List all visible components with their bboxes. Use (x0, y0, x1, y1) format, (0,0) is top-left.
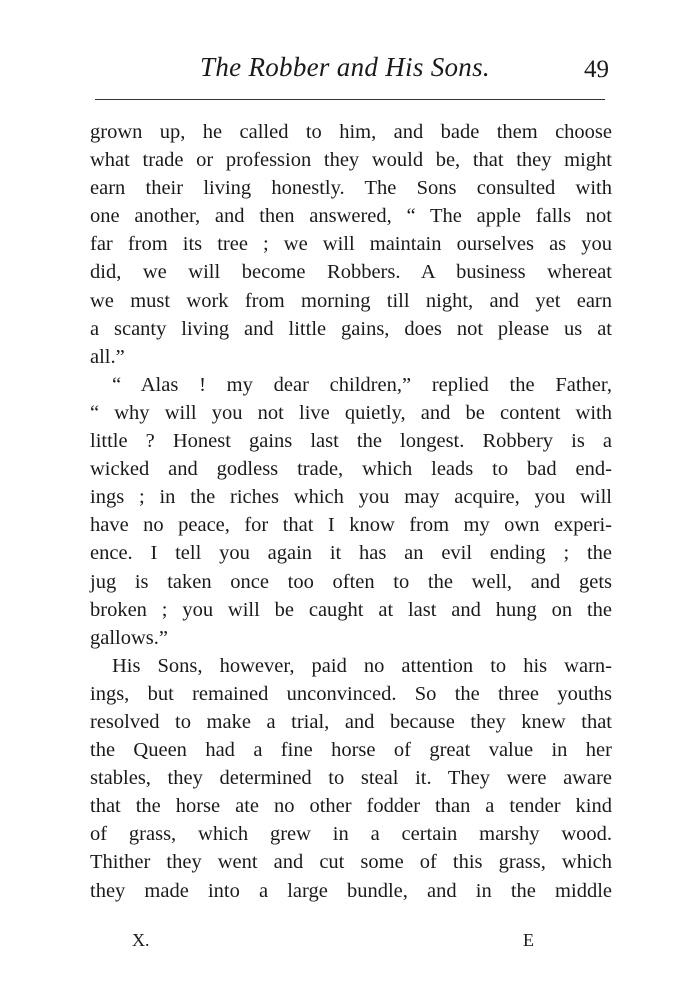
text-line: a scanty living and little gains, does not please us at (90, 317, 612, 340)
header-rule (95, 99, 605, 100)
text-line: of grass, which grew in a certain marshy wood. (90, 823, 612, 846)
text-line: far from its tree ; we will maintain ourselves as you (90, 233, 612, 256)
text-line: wicked and godless trade, which leads to bad end- (90, 458, 612, 481)
text-line: one another, and then answered, “ The apple falls not (90, 205, 612, 228)
text-line: “ Alas ! my dear children,” replied the Father, (112, 373, 612, 396)
running-title: The Robber and His Sons. (200, 52, 490, 82)
text-line: gallows.” (90, 626, 168, 649)
text-line: His Sons, however, paid no attention to his warn- (112, 654, 612, 677)
text-line: broken ; you will be caught at last and hung on the (90, 598, 612, 621)
text-line: we must work from morning till night, and yet earn (90, 289, 612, 312)
text-line: did, we will become Robbers. A business whereat (90, 261, 612, 284)
text-line: “ why will you not live quietly, and be content with (90, 401, 612, 424)
text-line: earn their living honestly. The Sons consulted with (90, 177, 612, 200)
text-line: jug is taken once too often to the well, and gets (90, 570, 612, 593)
text-line: what trade or profession they would be, that they might (90, 149, 612, 172)
text-line: have no peace, for that I know from my own experi- (90, 514, 612, 537)
page-number: 49 (584, 56, 609, 83)
signature-mark-right: E (523, 930, 534, 950)
text-line: stables, they determined to steal it. They were aware (90, 767, 612, 790)
signature-mark-left: X. (132, 930, 150, 950)
text-line: ence. I tell you again it has an evil ending ; the (90, 542, 612, 565)
page-header (95, 52, 615, 94)
text-line: Thither they went and cut some of this grass, which (90, 851, 612, 874)
text-line: ings, but remained unconvinced. So the three youths (90, 682, 612, 705)
text-line: the Queen had a fine horse of great value in her (90, 739, 612, 762)
body-text (90, 118, 612, 905)
text-line: resolved to make a trial, and because they knew that (90, 710, 612, 733)
text-line: grown up, he called to him, and bade them choose (90, 121, 612, 143)
text-line: they made into a large bundle, and in the middle (90, 879, 612, 902)
text-line: ings ; in the riches which you may acquire, you will (90, 486, 612, 509)
printer-signature (0, 930, 699, 958)
text-line: that the horse ate no other fodder than a tender kind (90, 795, 612, 818)
text-line: little ? Honest gains last the longest. Robbery is a (90, 430, 612, 453)
text-line: all.” (90, 345, 125, 368)
